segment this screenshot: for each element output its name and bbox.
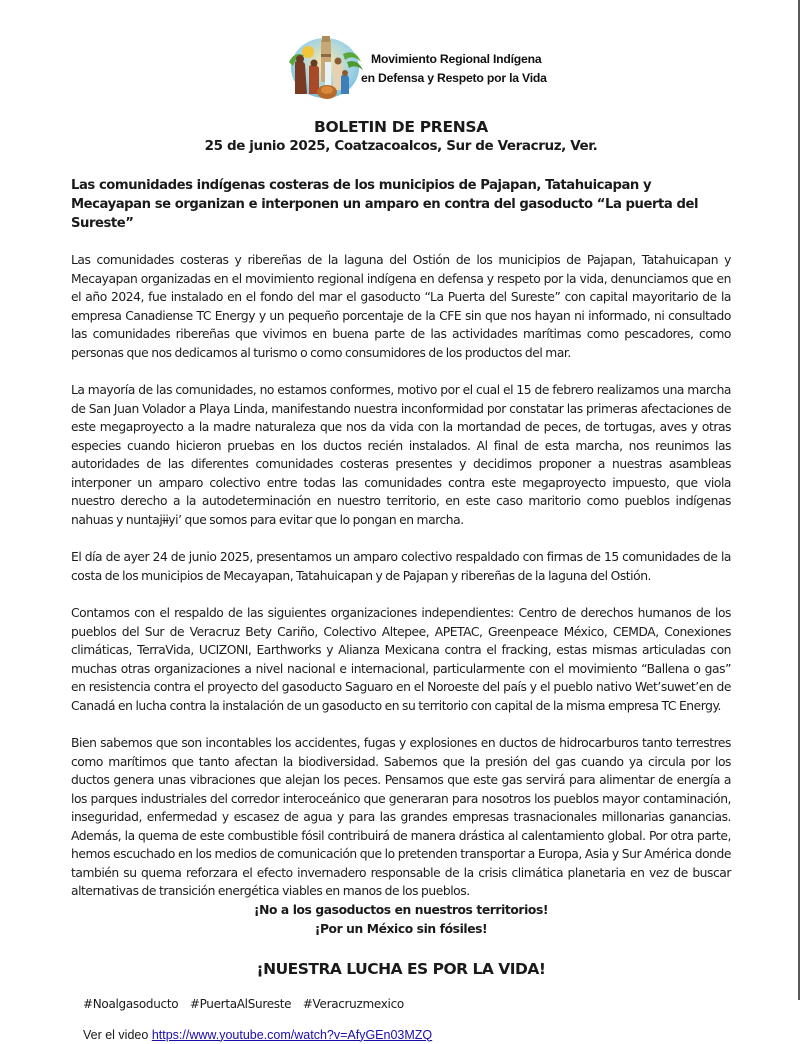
slogan-2: ¡Por un México sin fósiles! [314,921,488,936]
indigenous-movement-logo-icon [283,32,365,102]
paragraph-4: Contamos con el respaldo de las siguientes organizaciones independientes: Centro de derechos humanos de los pueblos del Sur de Veracruz Bety Cariño, Colectivo Altepee, APETAC, Greenpeace México, CEMDA, Conexiones climáticas, TerraVida, UCIZONI, Earthworks y Alianza Mexicana contra el fracking, estas mismas articuladas con muchas otras organizaciones a nivel nacional e internacional, particularmente con el movimiento “Ballena o gas” en resistencia contra el proyecto del gasoducto Saguaro en el Noroeste del país y el pueblo nativo Wet’suwet’en de Canadá en lucha contra la instalación de un gasoducto en su territorio con capital de la misma empresa TC Energy. [71,606,731,713]
organization-name [361,50,547,88]
dateline: 25 de junio 2025, Coatzacoalcos, Sur de Veracruz, Ver. [204,138,598,154]
hashtags [83,995,731,1013]
video-label: Ver el video [83,1027,149,1042]
paragraph-1: Las comunidades costeras y ribereñas de la laguna del Ostión de los municipios de Pajapan, Tatahuicapan y Mecayapan organizadas en el movimiento regional indígena en defensa y respeto por la vida, denunciamos que en el año 2024, fue instalado en el fondo del mar el gasoducto “La Puerta del Sureste” con capital mayoritario de la empresa Canadiense TC Energy y un pequeño porcentaje de la CFE sin que nos hayan ni informado, ni consultado las comunidades ribereñas que vivimos en buena parte de las actividades marítimas como pescadores, como personas que nos dedicamos al turismo o como consumidores de los productos del mar. [71,253,731,360]
paragraph-3: El día de ayer 24 de junio 2025, presentamos un amparo colectivo respaldado con firmas de 15 comunidades de la costa de los municipios de Mecayapan, Tatahuicapan y de Pajapan y ribereñas de la laguna del Ostión. [71,550,731,583]
video-link[interactable]: https://www.youtube.com/watch?v=AfyGEn03MZQ [151,1027,433,1042]
document-title: BOLETIN DE PRENSA [314,118,488,136]
hashtag: #Veracruzmexico [302,996,404,1011]
hashtag: #Noalgasoducto [83,996,179,1011]
headline: Las comunidades indígenas costeras de los municipios de Pajapan, Tatahuicapan y Mecayapan se organizan e interponen un amparo en contra del gasoducto “La puerta del Sureste” [71,178,699,231]
main-slogan: ¡NUESTRA LUCHA ES POR LA VIDA! [256,959,546,978]
letterhead [283,32,563,102]
paragraph-5: Bien sabemos que son incontables los accidentes, fugas y explosiones en ductos de hidrocarburos tanto terrestres como marítimos que tanto afectan la biodiversidad. Sabemos que la presión del gas cuando ya circula por los ductos genera unas vibraciones que alejan los peces. Pensamos que este gas servirá para alimentar de energía a los parques industriales del corredor interoceánico que generaran para nosotros los pueblos mayor contaminación, inseguridad, enfermedad y escasez de agua y para las grandes empresas trasnacionales millonarias ganancias. Además, la quema de este combustible fósil contribuirá de manera drástica al calentamiento global. Por otra parte, hemos escuchado en los medios de comunicación que lo pretenden transportar a Europa, Asia y Sur América donde también su quema reforzara el efecto invernadero responsable de la crisis climática planetaria en vez de buscar alternativas de transición energética viables en manos de los pueblos. [71,736,731,898]
paragraph-2: La mayoría de las comunidades, no estamos conformes, motivo por el cual el 15 de febrero realizamos una marcha de San Juan Volador a Playa Linda, manifestando nuestra inconformidad por constatar las primeras afectaciones de este megaproyecto a la madre naturaleza que nos da vida con la mortandad de peces, de tortugas, aves y otras especies cuando hicieron pruebas en los ductos recién instalados. Al final de esta marcha, nos reunimos las autoridades de las diferentes comunidades costeras presentes y decidimos proponer a nuestras asambleas interponer un amparo colectivo entre todas las comunidades contra este megaproyecto impuesto, que viola nuestro derecho a la autodeterminación en nuestro territorio, en este caso maritorio como pueblos indígenas nahuas y nuntajɨɨyi’ que somos para evitar que lo pongan en marcha. [71,383,731,527]
slogan-1: ¡No a los gasoductos en nuestros territorios! [253,902,549,917]
press-release-body [71,118,731,1044]
hashtag: #PuertaAlSureste [189,996,292,1011]
organization-name-line2: en Defensa y Respeto por la Vida [361,71,547,85]
organization-name-line1: Movimiento Regional Indígena [371,52,542,66]
video-reference [83,1026,731,1044]
